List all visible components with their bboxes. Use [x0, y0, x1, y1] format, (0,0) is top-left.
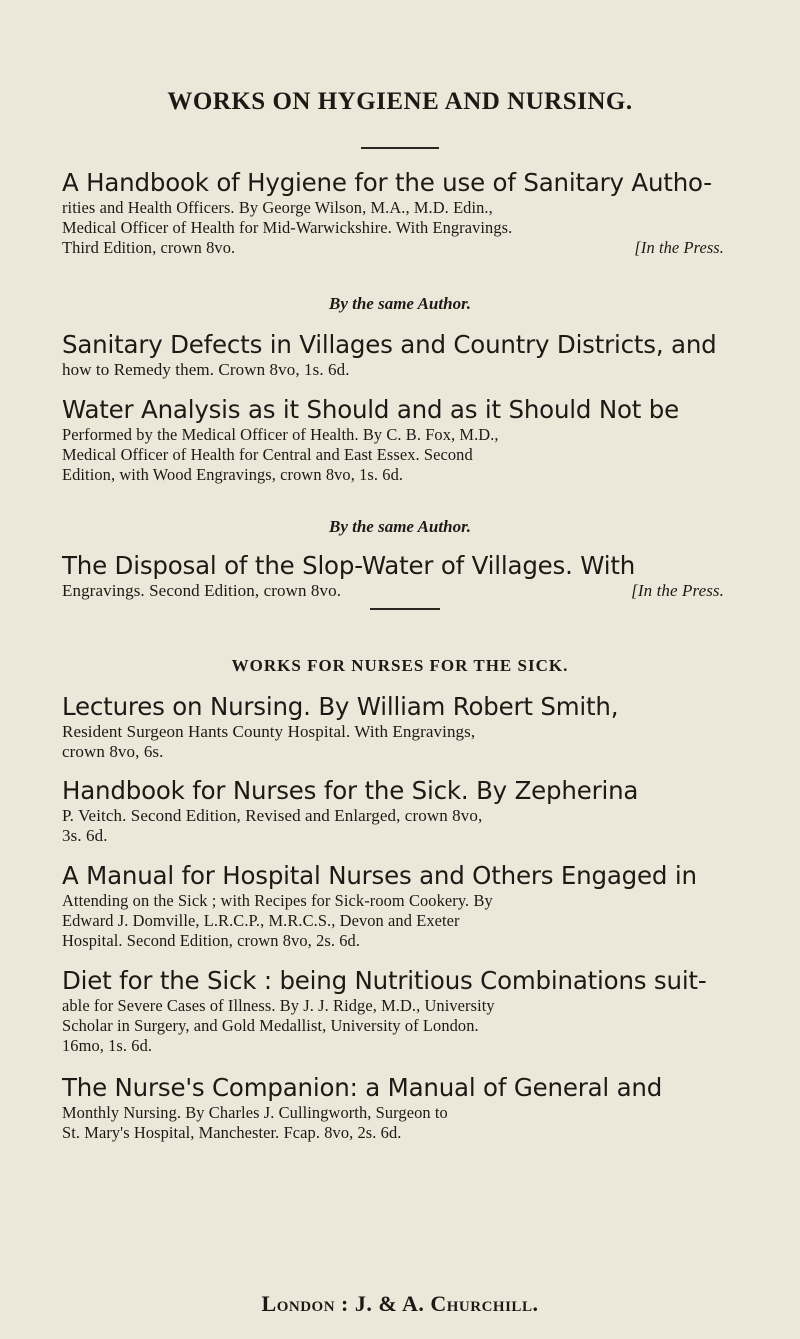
divider-rule: [370, 608, 440, 610]
book-description-line: Edition, with Wood Engravings, crown 8vo, 1s. 6d.: [62, 465, 404, 484]
book-description-line: P. Veitch. Second Edition, Revised and Enlarged, crown 8vo,: [62, 806, 483, 825]
publisher-imprint: London : J. & A. Churchill.: [261, 1291, 539, 1316]
book-description-line: Edward J. Domville, L.R.C.P., M.R.C.S., Devon and Exeter: [62, 911, 460, 930]
book-entry-handbook-for-nurses: [62, 776, 724, 846]
book-description-line: 3s. 6d.: [62, 826, 108, 845]
edition-info: Third Edition, crown 8vo.: [62, 238, 236, 257]
book-title: Sanitary Defects in Villages and Country Districts, and: [62, 330, 717, 359]
book-description-line: Medical Officer of Health for Central and East Essex. Second: [62, 445, 473, 464]
book-title: Diet for the Sick : being Nutritious Combinations suit-: [62, 966, 707, 995]
book-entry-slop-water: [62, 551, 724, 601]
book-title: Water Analysis as it Should and as it Should Not be: [62, 395, 679, 424]
book-description-line: how to Remedy them. Crown 8vo, 1s. 6d.: [62, 360, 350, 379]
book-title: Handbook for Nurses for the Sick. By Zepherina: [62, 776, 639, 805]
book-title: A Handbook of Hygiene for the use of Sanitary Autho-: [62, 168, 712, 197]
press-status: [In the Press.: [634, 238, 724, 257]
page-header: WORKS ON HYGIENE AND NURSING.: [167, 88, 633, 115]
book-title: Lectures on Nursing. By William Robert Smith,: [62, 692, 619, 721]
book-entry-diet-for-the-sick: [62, 966, 724, 1056]
book-description-line: Medical Officer of Health for Mid-Warwickshire. With Engravings.: [62, 218, 513, 237]
book-description-line: Scholar in Surgery, and Gold Medallist, University of London.: [62, 1016, 479, 1035]
book-entry-hygiene-handbook: [62, 168, 724, 258]
book-description-line: Hospital. Second Edition, crown 8vo, 2s. 6d.: [62, 931, 361, 950]
book-description-line: crown 8vo, 6s.: [62, 742, 164, 761]
book-description-line: Attending on the Sick ; with Recipes for Sick-room Cookery. By: [62, 891, 493, 910]
book-description-line: St. Mary's Hospital, Manchester. Fcap. 8vo, 2s. 6d.: [62, 1123, 402, 1142]
book-description-line: able for Severe Cases of Illness. By J. J. Ridge, M.D., University: [62, 996, 495, 1015]
book-entry-sanitary-defects: [62, 330, 724, 380]
book-entry-lectures-on-nursing: [62, 692, 724, 762]
book-description-line: 16mo, 1s. 6d.: [62, 1036, 153, 1055]
book-description-line: [62, 238, 724, 258]
book-title: The Nurse's Companion: a Manual of General and: [62, 1073, 663, 1102]
book-entry-manual-for-hospital-nurses: [62, 861, 724, 951]
edition-info: Engravings. Second Edition, crown 8vo.: [62, 581, 342, 600]
book-description-line: Performed by the Medical Officer of Health. By C. B. Fox, M.D.,: [62, 425, 499, 444]
book-entry-water-analysis: [62, 395, 724, 485]
byline-same-author: By the same Author.: [328, 517, 471, 536]
book-entry-nurses-companion: [62, 1073, 724, 1143]
divider-rule: [361, 147, 439, 149]
book-title: A Manual for Hospital Nurses and Others Engaged in: [62, 861, 697, 890]
byline-same-author: By the same Author.: [328, 294, 471, 313]
section-heading: WORKS FOR NURSES FOR THE SICK.: [231, 656, 569, 675]
book-description-line: Resident Surgeon Hants County Hospital. With Engravings,: [62, 722, 476, 741]
book-description-line: Monthly Nursing. By Charles J. Cullingworth, Surgeon to: [62, 1103, 448, 1122]
book-description-line: [62, 581, 724, 601]
book-description-line: rities and Health Officers. By George Wilson, M.A., M.D. Edin.,: [62, 198, 493, 217]
book-title: The Disposal of the Slop-Water of Villages. With: [62, 551, 636, 580]
press-status: [In the Press.: [631, 581, 724, 600]
